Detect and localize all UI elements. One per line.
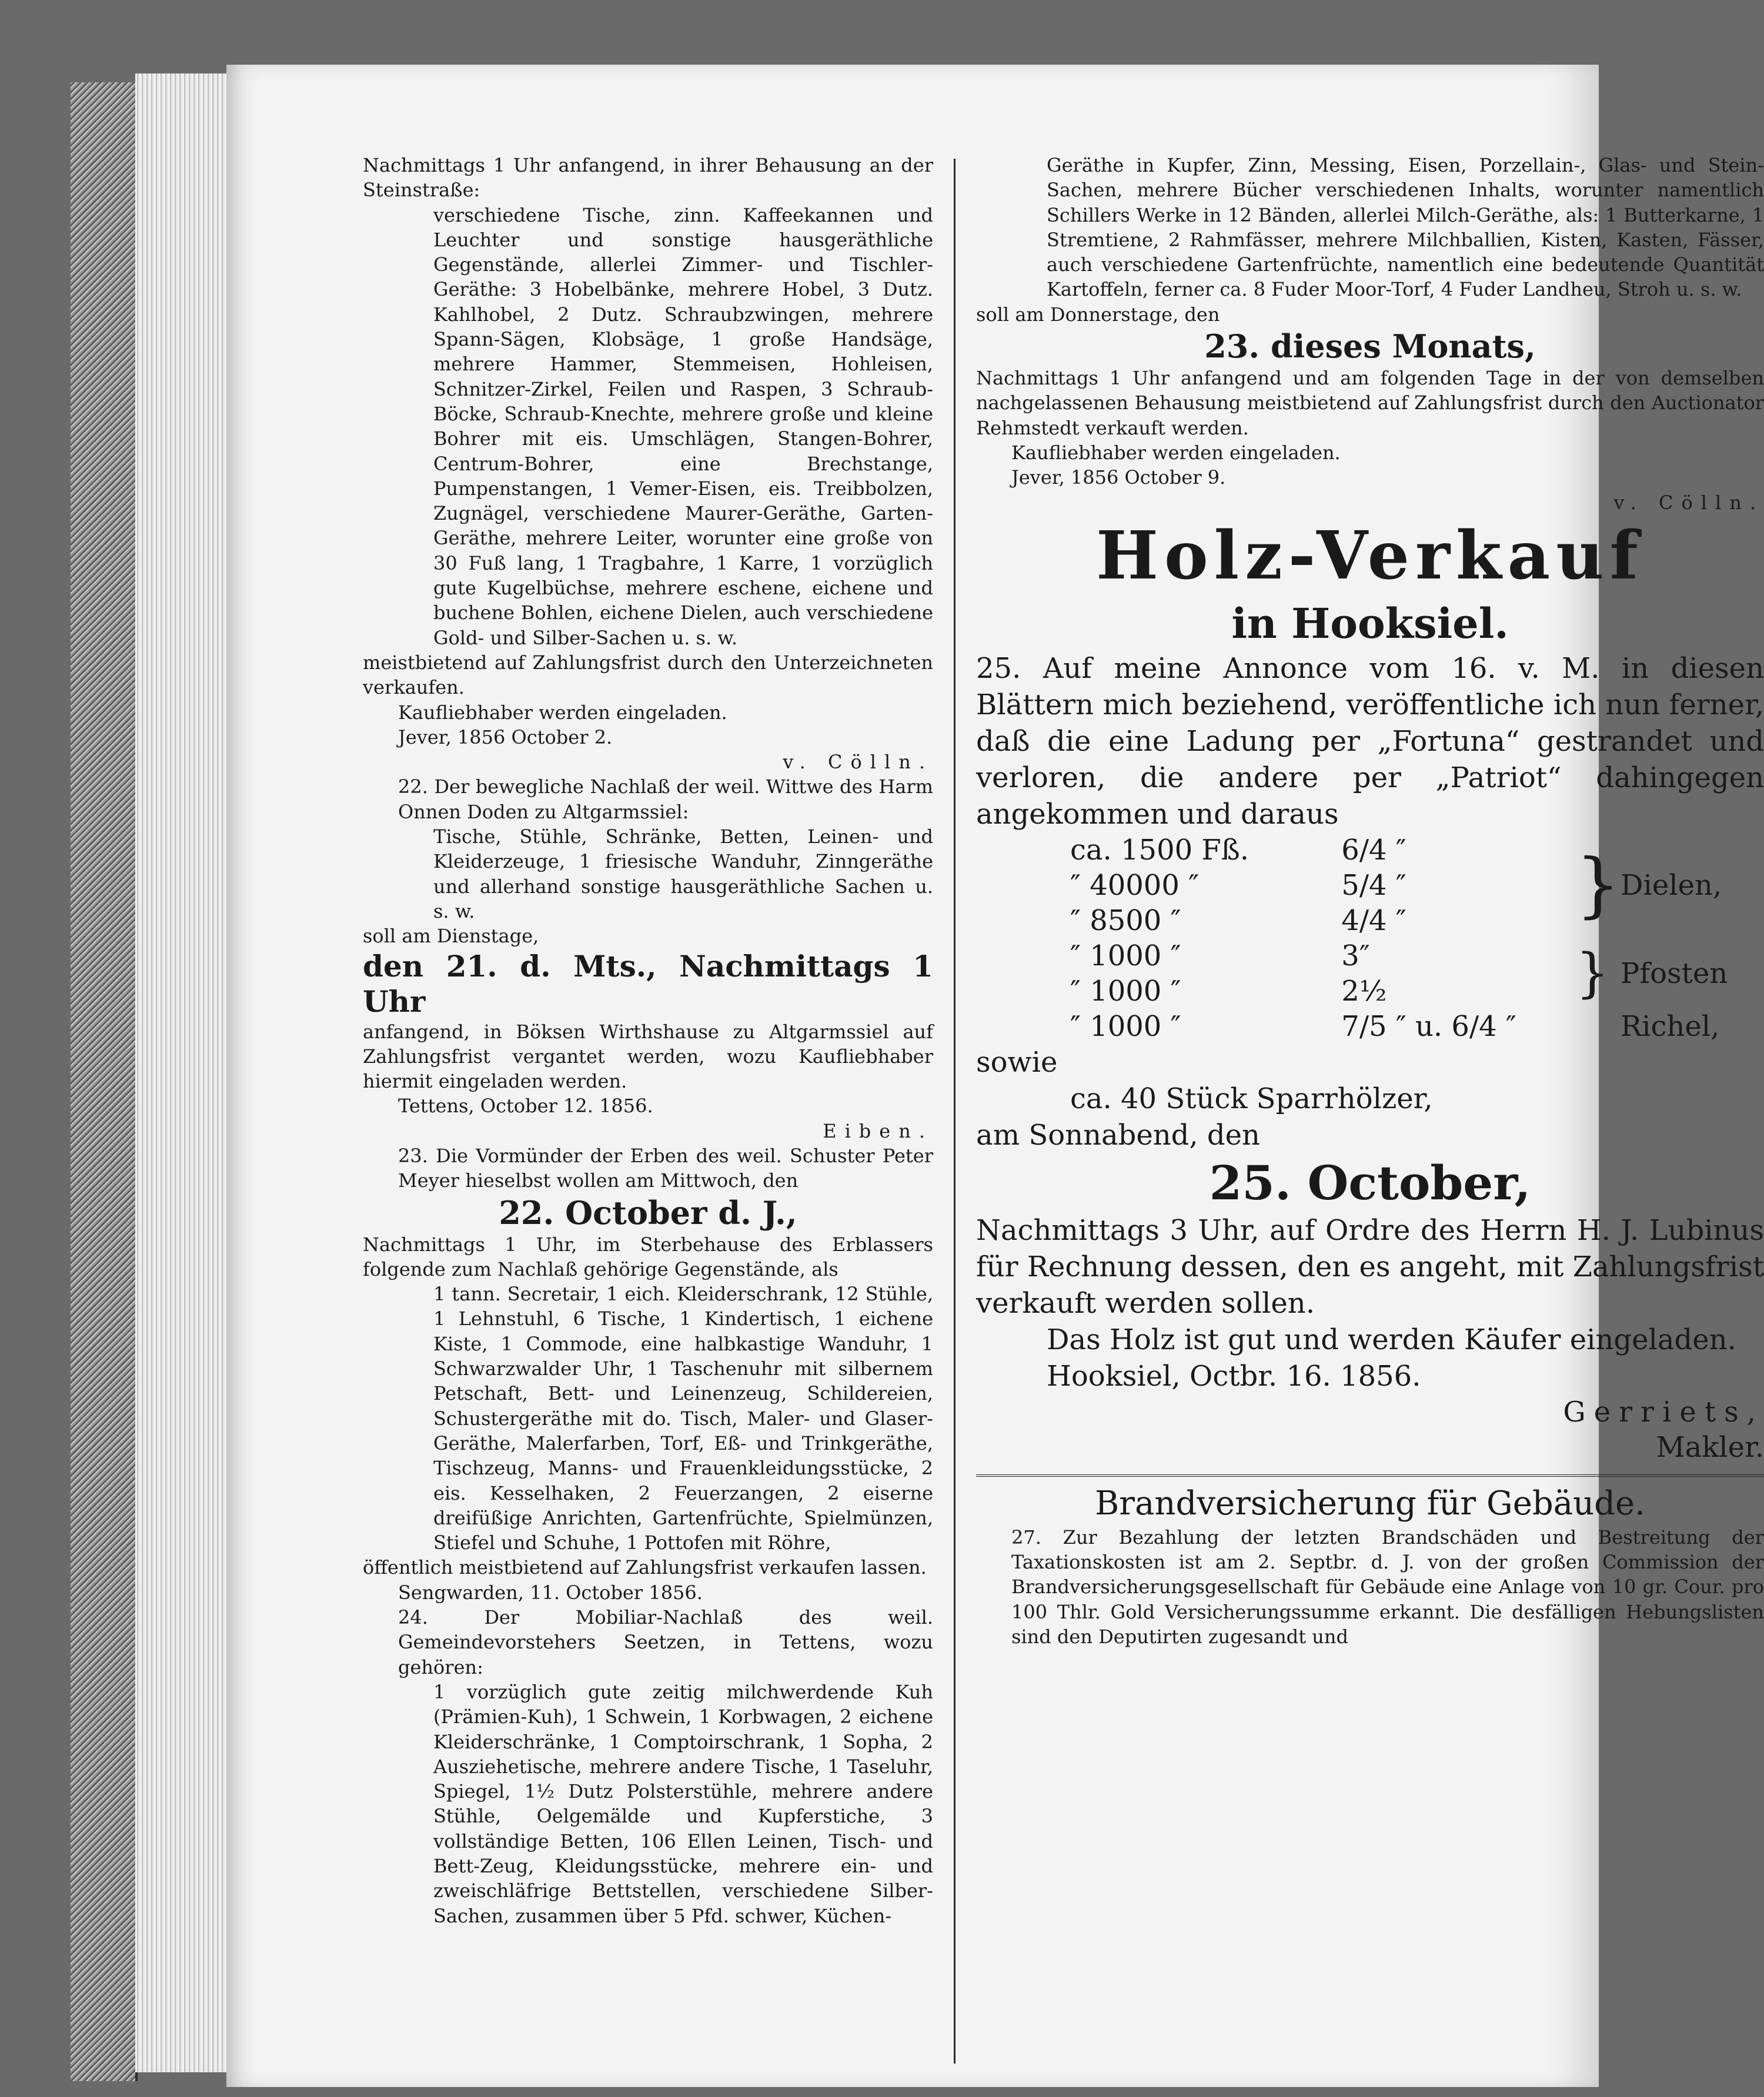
timber-size: 7/5 ″ u. 6/4 ″ <box>1341 1009 1516 1043</box>
ad-cont: Nachmittags 3 Uhr, auf Ordre des Herrn H. J. Lubinus für Rechnung dessen, den es angeht, mit Zahlungsfrist verkauft werden sollen. <box>976 1213 1764 1320</box>
section-heading: Brandversicherung für Gebäude. <box>1095 1484 1645 1523</box>
notice-24-invite: Kaufliebhaber werden eingeladen. <box>1011 441 1341 464</box>
notice-21-invite: Kaufliebhaber werden eingeladen. <box>398 701 727 724</box>
timber-row <box>976 938 1764 974</box>
brace: } <box>1575 942 1609 1004</box>
book-spine <box>71 82 138 2081</box>
timber-row <box>976 1009 1764 1044</box>
timber-qty: ″ 40000 ″ <box>1070 868 1200 902</box>
notice-27: 27. Zur Bezahlung der letzten Brandschäden und Bestreitung der Taxationskosten ist am 2. Septbr. d. J. von der großen Commission der Brandversicherungsgesellschaft für Gebäude eine Anlage von 10 gr. Cour. pro 100 Thlr. Gold Versicherungssumme erkannt. Die desfälligen Hebungslisten sind den Deputirten zugesandt und <box>1011 1526 1764 1648</box>
notice-24-date-line: 23. dieses Monats, <box>1204 327 1536 366</box>
notice-22-date: Tettens, October 12. 1856. <box>398 1095 653 1118</box>
timber-size: 5/4 ″ <box>1341 868 1406 902</box>
timber-size: 3″ <box>1341 939 1370 972</box>
notice-23-intro: 23. Die Vormünder der Erben des weil. Schuster Peter Meyer hieselbst wollen am Mittwoch, den <box>398 1144 933 1192</box>
notice-22-date-line: den 21. d. Mts., Nachmittags 1 Uhr <box>363 948 933 1019</box>
timber-group-label: Richel, <box>1621 1009 1720 1043</box>
ad-date-line: 25. October, <box>1209 1155 1531 1210</box>
ad-signature-role: Makler. <box>1656 1430 1764 1464</box>
section-rule <box>976 1474 1764 1477</box>
timber-size: 2½ <box>1341 974 1387 1008</box>
notice-24-when: soll am Donnerstage, den <box>976 303 1220 326</box>
notice-22-items: Tische, Stühle, Schränke, Betten, Leinen- und Kleiderzeuge, 1 friesische Wanduhr, Zinngeräthe und allerhand sonstige hausgeräthliche Sachen u. s. w. <box>433 825 933 922</box>
notice-21-signature: v. Cölln. <box>783 751 933 774</box>
notice-23-date: Sengwarden, 11. October 1856. <box>398 1581 703 1604</box>
ad-subtitle: in Hooksiel. <box>1231 598 1509 648</box>
notice-24-items: 1 vorzüglich gute zeitig milchwerdende Kuh (Prämien-Kuh), 1 Schwein, 1 Korbwagen, 2 eichene Kleiderschränke, 1 Comptoirschrank, 1 Sopha, 2 Ausziehetische, mehrere andere Tische, 1 Taseluhr, Spiegel, 1½ Dutz Polsterstühle, mehrere andere Stühle, Oelgemälde und Kupferstiche, 3 vollständige Betten, 106 Ellen Leinen, Tisch- und Bett-Zeug, Kleidungsstücke, mehrere ein- und zweischläfrige Bettstellen, verschiedene Silber-Sachen, zusammen über 5 Pfd. schwer, Küchen- <box>433 1680 933 1927</box>
right-column <box>976 153 1764 1649</box>
notice-24-intro: 24. Der Mobiliar-Nachlaß des weil. Gemeindevorstehers Seetzen, in Tettens, wozu gehören: <box>398 1606 933 1678</box>
timber-qty: ″ 1000 ″ <box>1070 974 1181 1008</box>
ad-sparrhoelzer: ca. 40 Stück Sparrhölzer, <box>1070 1082 1433 1115</box>
notice-21-intro: Nachmittags 1 Uhr anfangend, in ihrer Behausung an der Steinstraße: <box>363 154 933 202</box>
column-divider <box>954 159 956 2063</box>
notice-22-signature: Eiben. <box>823 1119 933 1142</box>
ad-signature: Gerriets, <box>1563 1395 1764 1429</box>
notice-24-cont: Nachmittags 1 Uhr anfangend und am folgenden Tage in der von demselben nachgelassenen Behausung meistbietend auf Zahlungsfrist durch den Auctionator Rehmstedt verkauft werden. <box>976 367 1764 439</box>
notice-23-items: 1 tann. Secretair, 1 eich. Kleiderschrank, 12 Stühle, 1 Lehnstuhl, 6 Tische, 1 Kindertisch, 1 eichene Kiste, 1 Commode, eine halbkastige Wanduhr, 1 Schwarzwalder Uhr, 1 Taschenuhr mit silbernem Petschaft, Bett- und Leinenzeug, Schildereien, Schustergeräthe mit do. Tisch, Maler- und Glaser-Geräthe, Malerfarben, Torf, Eß- und Trinkgeräthe, Tischzeug, Manns- und Frauenkleidungsstücke, 2 eis. Kesselhaken, 2 Feuerzangen, 2 eiserne dreifüßige Anrichten, Gartenfrüchte, Spielmünzen, Stiefel und Schuhe, 1 Pottofen mit Röhre, <box>433 1283 933 1554</box>
ad-date: Hooksiel, Octbr. 16. 1856. <box>1047 1359 1421 1393</box>
notice-22-intro: 22. Der bewegliche Nachlaß der weil. Wittwe des Harm Onnen Doden zu Altgarmssiel: <box>398 775 933 823</box>
ad-when: am Sonnabend, den <box>976 1118 1260 1152</box>
notice-23-date-line: 22. October d. J., <box>499 1193 797 1232</box>
page-edges <box>135 73 229 2072</box>
ad-text: 25. Auf meine Annonce vom 16. v. M. in diesen Blättern mich beziehend, veröffentliche ich nun ferner, daß die eine Ladung per „Fortuna“ gestrandet und verloren, die andere per „Patriot“ dahingegen angekommen und daraus <box>976 651 1764 831</box>
timber-group-label: Pfosten <box>1621 956 1728 990</box>
notice-24-items-cont: Geräthe in Kupfer, Zinn, Messing, Eisen, Porzellain-, Glas- und Stein-Sachen, mehrere Bücher verschiedenen Inhalts, worunter namentlich Schillers Werke in 12 Bänden, allerlei Milch-Geräthe, als: 1 Butterkarne, 1 Stremtiene, 2 Rahmfässer, mehrere Milchballien, Kisten, Kasten, Fässer, auch verschiedene Gartenfrüchte, namentlich eine bedeutende Quantität Kartoffeln, ferner ca. 8 Fuder Moor-Torf, 4 Fuder Landheu, Stroh u. s. w. <box>1047 154 1764 301</box>
notice-23-cont: Nachmittags 1 Uhr, im Sterbehause des Erblassers folgende zum Nachlaß gehörige Gegenstände, als <box>363 1233 933 1280</box>
notice-22-end: anfangend, in Böksen Wirthshause zu Altgarmssiel auf Zahlungsfrist vergantet werden, wozu Kaufliebhaber hiermit eingeladen werden. <box>363 1020 933 1093</box>
timber-table <box>976 832 1764 1044</box>
notice-22-when: soll am Dienstage, <box>363 925 539 948</box>
brace: } <box>1575 844 1621 926</box>
notice-21-items: verschiedene Tische, zinn. Kaffeekannen und Leuchter und sonstige hausgeräthliche Gegenstände, allerlei Zimmer- und Tischler-Geräthe: 3 Hobelbänke, mehrere Hobel, 3 Dutz. Kahlhobel, 2 Dutz. Schraubzwingen, mehrere Spann-Sägen, Klobsäge, 1 große Handsäge, mehrere Hammer, Stemmeisen, Hohleisen, Schnitzer-Zirkel, Feilen und Raspen, 3 Schraub-Böcke, Schraub-Knechte, mehrere große und kleine Bohrer mit eis. Umschlägen, Stangen-Bohrer, Centrum-Bohrer, eine Brechstange, Pumpenstangen, 1 Vemer-Eisen, eis. Treibbolzen, Zugnägel, verschiedene Maurer-Geräthe, Garten-Geräthe, mehrere Leiter, worunter eine große von 30 Fuß lang, 1 Tragbahre, 1 Karre, 1 vorzüglich gute Kugelbüchse, mehrere eschene, eichene und buchene Bohlen, eichene Dielen, auch verschiedene Gold- und Silber-Sachen u. s. w. <box>433 203 933 649</box>
notice-23-end: öffentlich meistbietend auf Zahlungsfrist verkaufen lassen. <box>363 1556 927 1579</box>
timber-qty: ″ 8500 ″ <box>1070 904 1181 937</box>
notice-24-date: Jever, 1856 October 9. <box>1011 466 1226 489</box>
ad-sowie: sowie <box>976 1045 1058 1079</box>
notice-24-signature: v. Cölln. <box>1613 491 1764 514</box>
notice-21-end: meistbietend auf Zahlungsfrist durch den Unterzeichneten verkaufen. <box>363 651 933 699</box>
timber-qty: ca. 1500 Fß. <box>1070 833 1250 867</box>
timber-qty: ″ 1000 ″ <box>1070 939 1181 972</box>
notice-21-date: Jever, 1856 October 2. <box>398 725 613 748</box>
timber-qty: ″ 1000 ″ <box>1070 1009 1181 1043</box>
spacer <box>1576 1009 1621 1044</box>
timber-group-label: Dielen, <box>1621 868 1722 902</box>
timber-size: 4/4 ″ <box>1341 904 1406 937</box>
ad-title: Holz-Verkauf <box>1096 517 1644 594</box>
timber-size: 6/4 ″ <box>1341 833 1406 867</box>
left-column <box>363 153 933 1928</box>
timber-row <box>976 832 1764 868</box>
ad-good: Das Holz ist gut und werden Käufer eingeladen. <box>1047 1323 1736 1356</box>
newspaper-page <box>226 65 1764 2087</box>
